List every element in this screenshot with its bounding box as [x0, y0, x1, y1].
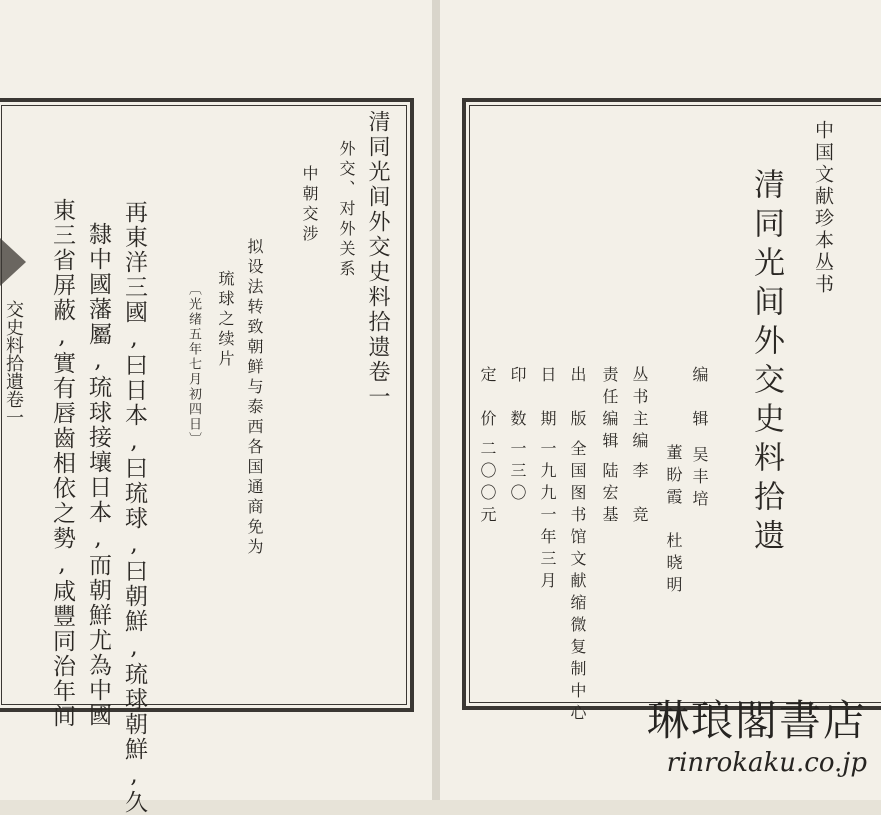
series-title: 中国文献珍本丛书: [812, 120, 834, 296]
info-column-date: [536, 366, 559, 594]
info-value: 吴丰培: [690, 446, 709, 512]
info-label: 编 辑: [690, 366, 709, 432]
info-value: 二〇〇元: [478, 440, 497, 528]
body-line-1: 再東洋三國,曰日本,曰琉球,曰朝鮮,琉球朝鮮,久: [121, 200, 147, 815]
watermark-url: rinrokaku.co.jp: [666, 748, 867, 778]
spine-label: 交史料拾遺卷一: [3, 300, 24, 426]
document-title-line-1: 拟设法转致朝鲜与泰西各国通商免为: [245, 238, 264, 558]
info-label: 定 价: [478, 366, 497, 432]
info-value: 一三〇: [508, 440, 527, 506]
book-gutter: [432, 0, 440, 800]
info-label: 日 期: [538, 366, 557, 432]
body-line-2: 隸中國藩屬,琉球接壤日本,而朝鮮尤為中國: [85, 222, 111, 728]
info-value: 陆宏基: [600, 462, 619, 528]
info-value: 一九九一年三月: [538, 440, 557, 594]
document-title-line-2: 琉球之续片: [216, 270, 235, 370]
body-line-3: 東三省屏蔽,實有唇齒相依之勢,咸豐同治年间: [49, 198, 75, 729]
info-column-series-editor: [628, 366, 651, 528]
document-date: 〔光绪五年七月初四日〕: [186, 282, 201, 447]
watermark-store-name: 琳琅閣書店: [646, 696, 867, 745]
info-label: 印 数: [508, 366, 527, 432]
info-column-print-run: [506, 366, 529, 506]
left-page: [0, 0, 432, 815]
right-page: [440, 0, 881, 800]
info-column-price: [476, 366, 499, 528]
info-value: 全国图书馆文献缩微复制中心: [568, 440, 587, 726]
info-value: 董盼霞 杜晓明: [664, 444, 683, 598]
info-column-co-editors: [662, 444, 685, 598]
info-label: 出 版: [568, 366, 587, 432]
info-value: 李 竞: [630, 462, 649, 528]
info-label: 丛书主编: [630, 366, 649, 454]
info-label: 责任编辑: [600, 366, 619, 454]
section-heading: 外交、对外关系: [337, 140, 356, 280]
info-column-editor: [688, 366, 711, 512]
book-title: 清同光间外交史料拾遗: [748, 168, 784, 558]
volume-title: 清同光间外交史料拾遗卷一: [365, 110, 390, 410]
subsection-heading: 中朝交涉: [300, 165, 319, 245]
info-column-publisher: [566, 366, 589, 726]
info-column-responsible-editor: [598, 366, 621, 528]
